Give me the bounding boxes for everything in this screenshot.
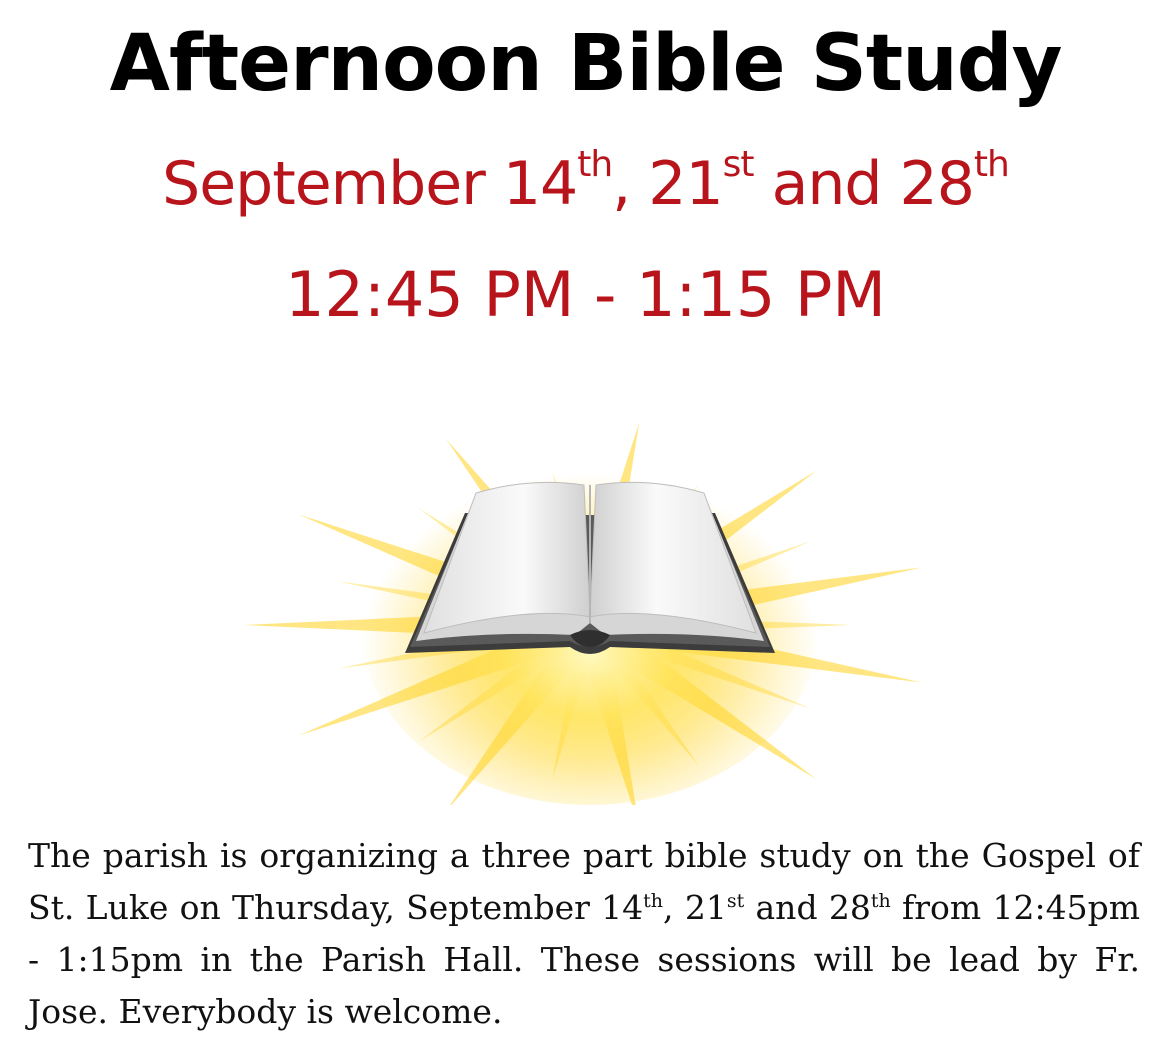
- event-description: [28, 830, 1140, 1038]
- description-text-2: , 21: [663, 888, 727, 927]
- dates-text-3: and 28: [753, 149, 974, 219]
- open-bible-icon: [230, 385, 950, 805]
- page-title: Afternoon Bible Study: [109, 19, 1062, 109]
- dates-text-2: , 21: [612, 149, 723, 219]
- dates-sup-3: th: [973, 144, 1009, 185]
- description-text-4: from 12:45pm - 1:15pm in the Parish Hall. These sessions will be lead by Fr. Jose. Everybody is welcome.: [28, 888, 1140, 1031]
- description-text-1: The parish is organizing a three part bible study on the Gospel of St. Luke on Thursday, September 14: [28, 836, 1140, 927]
- description-sup-2: st: [726, 890, 745, 912]
- description-text-3: and 28: [744, 888, 871, 927]
- description-sup-3: th: [870, 890, 891, 912]
- event-dates: [0, 144, 1171, 220]
- dates-text-1: September 14: [162, 149, 578, 219]
- description-sup-1: th: [643, 890, 664, 912]
- dates-sup-2: st: [722, 144, 754, 185]
- dates-sup-1: th: [577, 144, 613, 185]
- event-time: 12:45 PM - 1:15 PM: [285, 258, 886, 331]
